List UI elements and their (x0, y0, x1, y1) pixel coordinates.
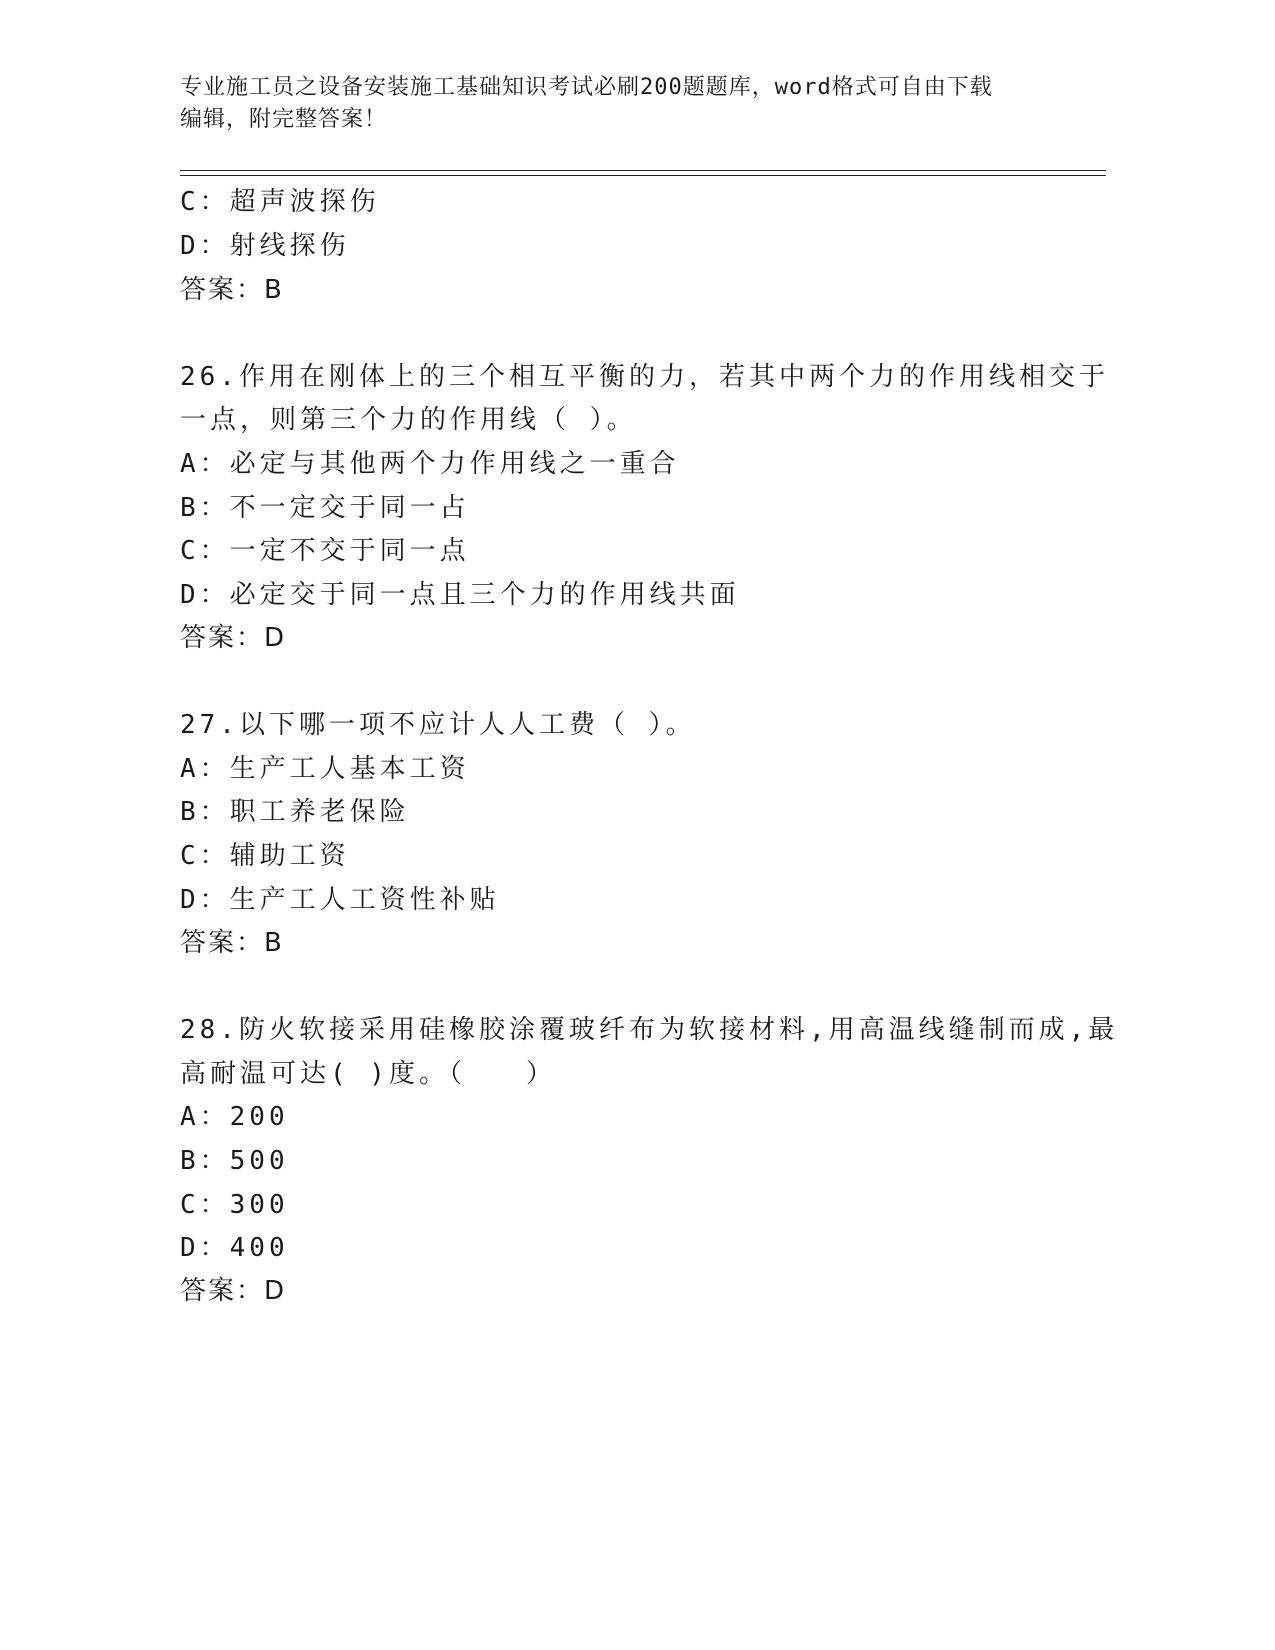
q26-answer: 答案：D (180, 623, 287, 653)
q28-option-b: B：500 (180, 1146, 289, 1176)
q28-answer: 答案：D (180, 1276, 287, 1306)
q27-option-c: C：辅助工资 (180, 841, 350, 871)
q26-option-c: C：一定不交于同一点 (180, 536, 470, 566)
header-divider-bottom (180, 175, 1106, 176)
q27-answer: 答案：B (180, 928, 284, 958)
q27-option-a: A：生产工人基本工资 (180, 754, 470, 784)
q26-stem-line-2: 一点，则第三个力的作用线（ ）。 (180, 405, 637, 435)
q26-option-b: B：不一定交于同一占 (180, 493, 470, 523)
header-title-line-2: 编辑，附完整答案！ (180, 107, 388, 132)
q26-option-d: D：必定交于同一点且三个力的作用线共面 (180, 580, 740, 610)
q26-stem-line-1: 26.作用在刚体上的三个相互平衡的力，若其中两个力的作用线相交于 (180, 362, 1109, 392)
q28-option-c: C：300 (180, 1190, 289, 1220)
q28-option-d: D：400 (180, 1233, 289, 1263)
header-divider-top (180, 170, 1106, 171)
q27-option-d: D：生产工人工资性补贴 (180, 885, 500, 915)
q28-option-a: A：200 (180, 1102, 289, 1132)
q27-option-b: B：职工养老保险 (180, 797, 410, 827)
q25-option-d: D：射线探伤 (180, 231, 350, 261)
q28-stem-line-2: 高耐温可达( )度。（ ） (180, 1059, 556, 1089)
document-header (180, 72, 1060, 136)
q25-option-c: C：超声波探伤 (180, 187, 380, 217)
q28-stem-line-1: 28.防火软接采用硅橡胶涂覆玻纤布为软接材料,用高温线缝制而成,最 (180, 1015, 1119, 1045)
q25-answer: 答案：B (180, 275, 284, 305)
header-title-line-1: 专业施工员之设备安装施工基础知识考试必刷200题题库，word格式可自由下载 (180, 75, 993, 100)
q27-stem: 27.以下哪一项不应计人人工费（ ）。 (180, 710, 696, 740)
q26-option-a: A：必定与其他两个力作用线之一重合 (180, 449, 680, 479)
